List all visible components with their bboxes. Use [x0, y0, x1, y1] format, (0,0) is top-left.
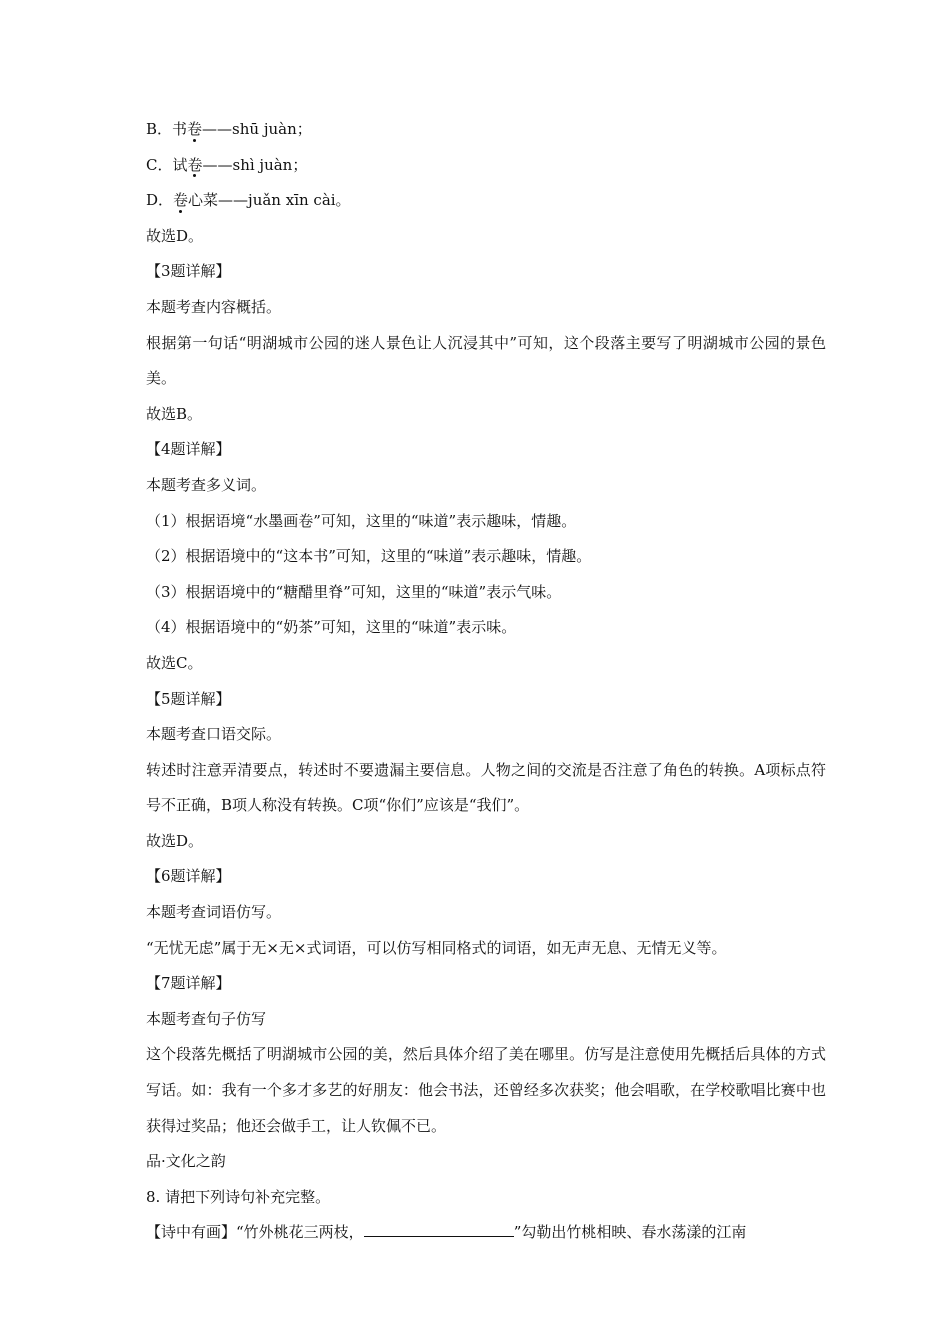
option-d-line [146, 183, 826, 219]
option-c-prefix: C．试 [146, 155, 188, 174]
q5-heading: 【5题详解】 [146, 689, 231, 708]
option-d-prefix: D． [146, 191, 174, 210]
answer-line: 故选C。 [146, 653, 203, 672]
q3-explanation: 根据第一句话“明湖城市公园的迷人景色让人沉浸其中”可知，这个段落主要写了明湖城市公园的景色美。 [146, 333, 826, 388]
option-c-suffix: ——shì juàn； [202, 155, 308, 174]
answer-line: 故选B。 [146, 404, 203, 423]
q4-item-4: （4）根据语境中的“奶茶”可知，这里的“味道”表示味。 [146, 618, 517, 637]
option-b-prefix: B．书 [146, 120, 188, 138]
option-b-dotted-char: 卷 [187, 112, 202, 148]
q4-item-1: （1）根据语境“水墨画卷”可知，这里的“味道”表示趣味，情趣。 [146, 511, 577, 530]
q3-topic: 本题考查内容概括。 [146, 297, 282, 316]
option-b-suffix: ——shū juàn； [202, 120, 312, 138]
q8-item-label: 【诗中有画】 [146, 1223, 237, 1242]
option-c-line [146, 148, 826, 184]
q8-item-text-after: ”勾勒出竹桃相映、春水荡漾的江南 [513, 1223, 747, 1242]
q4-topic: 本题考查多义词。 [146, 475, 267, 494]
document-page [146, 112, 826, 1251]
q5-explanation: 转述时注意弄清要点，转述时不要遗漏主要信息。人物之间的交流是否注意了角色的转换。A项标点符号不正确，B项人称没有转换。C项“你们”应该是“我们”。 [146, 760, 826, 815]
q6-explanation: “无忧无虑”属于无×无×式词语，可以仿写相同格式的词语，如无声无息、无情无义等。 [146, 938, 727, 957]
q4-heading: 【4题详解】 [146, 440, 231, 459]
q7-explanation: 这个段落先概括了明湖城市公园的美，然后具体介绍了美在哪里。仿写是注意使用先概括后具体的方式写话。如：我有一个多才多艺的好朋友：他会书法，还曾经多次获奖；他会唱歌，在学校歌唱比赛中也获得过奖品；他还会做手工，让人钦佩不已。 [146, 1045, 826, 1135]
answer-line: 故选D。 [146, 831, 204, 850]
q4-item-2: （2）根据语境中的“这本书”可知，这里的“味道”表示趣味，情趣。 [146, 547, 592, 566]
q7-topic: 本题考查句子仿写 [146, 1009, 267, 1028]
option-c-dotted-char: 卷 [187, 148, 202, 184]
fill-in-blank[interactable] [364, 1222, 514, 1237]
q4-item-3: （3）根据语境中的“糖醋里脊”可知，这里的“味道”表示气味。 [146, 582, 562, 601]
q3-heading: 【3题详解】 [146, 262, 231, 281]
q8-item-text-before: “竹外桃花三两枝， [236, 1223, 364, 1242]
q5-topic: 本题考查口语交际。 [146, 725, 282, 744]
q6-heading: 【6题详解】 [146, 867, 231, 886]
option-d-suffix: 心菜——juǎn xīn cài。 [188, 191, 351, 210]
option-d-dotted-char: 卷 [173, 183, 188, 219]
q7-heading: 【7题详解】 [146, 974, 231, 993]
option-b-line [146, 112, 826, 148]
section-title: 品·文化之韵 [146, 1152, 226, 1171]
answer-line: 故选D。 [146, 226, 204, 245]
q8-prompt: 8. 请把下列诗句补充完整。 [146, 1187, 331, 1206]
q6-topic: 本题考查词语仿写。 [146, 903, 282, 922]
q8-item-poem-painting [146, 1215, 826, 1251]
